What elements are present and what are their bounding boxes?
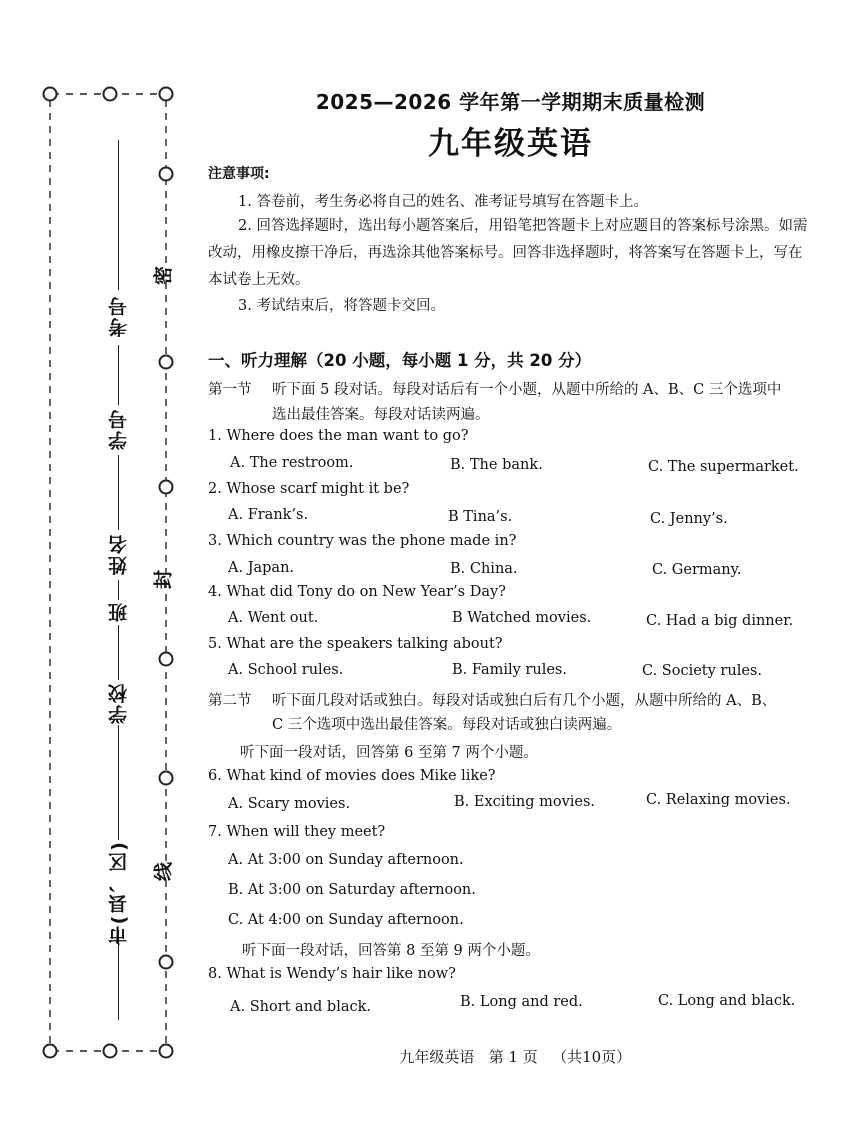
exam-no-label: 考号 xyxy=(108,295,130,337)
q7-option-b: B. At 3:00 on Saturday afternoon. xyxy=(228,882,476,898)
q3-option-c: C. Germany. xyxy=(652,562,742,578)
notice-item-2: 2. 回答选择题时，选出每小题答案后，用铅笔把答题卡上对应题目的答案标号涂黑。如需改动，用橡皮擦干净后，再选涂其他答案标号。回答非选择题时，将答案写在答题卡上，写在本试卷上无效。 xyxy=(208,218,808,288)
seal-feng: 封 xyxy=(152,570,175,590)
q5-option-b: B. Family rules. xyxy=(452,662,567,678)
q7-option-c: C. At 4:00 on Sunday afternoon. xyxy=(228,912,464,928)
part1-heading: 一、听力理解（20 小题，每小题 1 分，共 20 分） xyxy=(208,351,592,370)
student-no-line xyxy=(118,345,119,405)
question-6: 6. What kind of movies does Mike like? xyxy=(208,768,496,784)
question-5: 5. What are the speakers talking about? xyxy=(208,636,503,652)
class-label: 班 xyxy=(108,601,130,622)
footer-subject: 九年级英语 xyxy=(399,1048,475,1066)
q5-option-a: A. School rules. xyxy=(228,662,344,678)
page-footer xyxy=(208,1028,813,1067)
q6-option-c: C. Relaxing movies. xyxy=(646,792,791,808)
seal-xian: 线 xyxy=(152,862,175,882)
city-label: 市(县、区) xyxy=(108,840,130,946)
question-4: 4. What did Tony do on New Year’s Day? xyxy=(208,584,506,600)
exam-title: 2025—2026 学年第一学期期末质量检测 xyxy=(315,90,706,114)
q8-option-c: C. Long and black. xyxy=(658,993,796,1009)
intro-q8-q9: 听下面一段对话，回答第 8 至第 9 两个小题。 xyxy=(242,943,540,959)
binding-strip xyxy=(0,0,190,1147)
section2-text-b: C 三个选项中选出最佳答案。每段对话或独白读两遍。 xyxy=(272,717,622,733)
footer-total: （共10页） xyxy=(552,1048,632,1066)
question-8: 8. What is Wendy’s hair like now? xyxy=(208,966,456,982)
name-label: 姓名 xyxy=(108,533,130,575)
q2-option-b: B Tina’s. xyxy=(448,509,513,525)
school-line xyxy=(118,625,119,680)
notice-item-1: 1. 答卷前，考生务必将自己的姓名、准考证号填写在答题卡上。 xyxy=(238,194,648,210)
notice-heading: 注意事项: xyxy=(208,166,270,182)
question-2: 2. Whose scarf might it be? xyxy=(208,481,410,497)
student-no-label: 学号 xyxy=(108,408,130,450)
q1-option-a: A. The restroom. xyxy=(230,455,354,471)
q1-option-c: C. The supermarket. xyxy=(648,459,799,475)
notice-item-3: 3. 考试结束后，将答题卡交回。 xyxy=(238,298,445,314)
seal-mi: 密 xyxy=(152,266,175,286)
q2-option-a: A. Frank’s. xyxy=(228,507,309,523)
q6-option-b: B. Exciting movies. xyxy=(454,794,596,810)
q3-option-b: B. China. xyxy=(450,561,518,577)
q7-option-a: A. At 3:00 on Sunday afternoon. xyxy=(228,852,464,868)
section1-label: 第一节 xyxy=(208,382,252,398)
q2-option-c: C. Jenny’s. xyxy=(650,511,728,527)
q3-option-a: A. Japan. xyxy=(228,560,295,576)
intro-q6-q7: 听下面一段对话，回答第 6 至第 7 两个小题。 xyxy=(240,745,538,761)
section1-text-a: 听下面 5 段对话。每段对话后有一个小题，从题中所给的 A、B、C 三个选项中 xyxy=(272,382,782,398)
class-line xyxy=(118,580,119,600)
question-3: 3. Which country was the phone made in? xyxy=(208,533,517,549)
q4-option-a: A. Went out. xyxy=(228,610,319,626)
q8-option-b: B. Long and red. xyxy=(460,994,583,1010)
subject-title: 九年级英语 xyxy=(428,126,593,162)
name-line xyxy=(118,455,119,530)
question-1: 1. Where does the man want to go? xyxy=(208,428,469,444)
q4-option-c: C. Had a big dinner. xyxy=(646,613,794,629)
section2-text-a: 听下面几段对话或独白。每段对话或独白后有几个小题，从题中所给的 A、B、 xyxy=(272,693,777,709)
q6-option-a: A. Scary movies. xyxy=(228,796,351,812)
section1-text-b: 选出最佳答案。每段对话读两遍。 xyxy=(272,407,490,423)
school-label: 学校 xyxy=(108,682,130,724)
exam-no-line xyxy=(118,140,119,290)
q1-option-b: B. The bank. xyxy=(450,457,543,473)
section2-label: 第二节 xyxy=(208,693,252,709)
q4-option-b: B Watched movies. xyxy=(452,610,592,626)
q8-option-a: A. Short and black. xyxy=(230,999,372,1015)
footer-page: 第 1 页 xyxy=(488,1048,538,1066)
q5-option-c: C. Society rules. xyxy=(642,663,762,679)
school-to-city-line xyxy=(118,725,119,840)
question-7: 7. When will they meet? xyxy=(208,824,386,840)
